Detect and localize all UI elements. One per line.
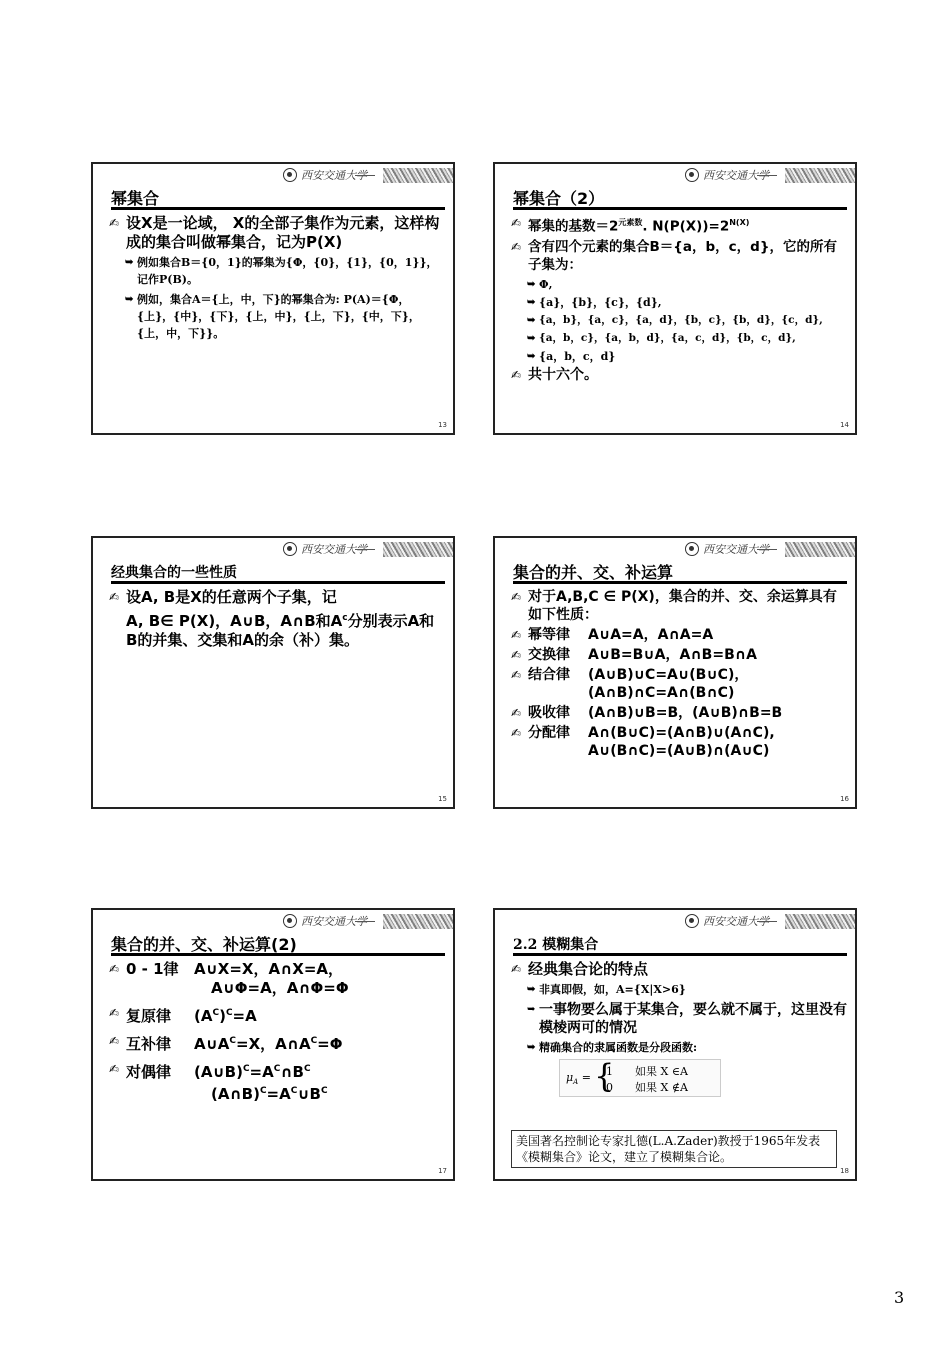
university-name: 西安交通大学 (301, 543, 367, 556)
bullet-pen-icon: ✍ (109, 1062, 120, 1076)
slide-title: 幂集合 (111, 189, 160, 208)
bullet-pen-icon: ✍ (511, 962, 522, 976)
law-row: ✍ 结合律 (A∪B)∪C=A∪(B∪C)， (A∩B)∩C=A∩(B∩C) (511, 667, 749, 701)
arrow-bullet-icon: ➥ (527, 296, 536, 308)
slide-title: 幂集合（2） (513, 189, 605, 208)
sub-bullet: ➥ 一事物要么属于某集合，要么就不属于，这里没有模棱两可的情况 (527, 1002, 847, 1036)
bullet-pen-icon: ✍ (511, 668, 522, 682)
title-rule (111, 953, 445, 956)
slide-title: 2.2 模糊集合 (513, 937, 599, 953)
arrow-bullet-icon: ➥ (527, 984, 536, 995)
bullet-pen-icon: ✍ (511, 706, 522, 720)
slide-15 (91, 536, 455, 809)
university-name: 西安交通大学 (301, 915, 367, 928)
title-rule (513, 207, 847, 210)
formula-brace: { (594, 1057, 615, 1095)
slide-title: 经典集合的一些性质 (111, 565, 237, 581)
bullet-continuation: A, B∈ P(X)，A∪B，A∩B和$A^c$分别表示A和B的并集、交集和A的余（补）集。 (126, 612, 435, 649)
title-rule (111, 581, 445, 584)
header-decoration-icon (383, 542, 453, 557)
slide-number: 17 (438, 1167, 447, 1175)
slide-16 (493, 536, 857, 809)
arrow-bullet-icon: ➥ (527, 1042, 536, 1053)
arrow-bullet-icon: ➥ (125, 294, 134, 305)
slide-number: 16 (840, 795, 849, 803)
law-row: ✍ 分配律 A∩(B∪C)=(A∩B)∪(A∩C), A∪(B∩C)=(A∪B)∩(A∪C) (511, 725, 775, 759)
bullet-pen-icon: ✍ (511, 726, 522, 740)
formula-case-2: 0 如果 X ∉A (606, 1081, 688, 1094)
membership-function-formula (559, 1059, 721, 1097)
law-row: ✍ 吸收律 (A∩B)∪B=B，(A∪B)∩B=B (511, 705, 783, 721)
bullet-pen-icon: ✍ (109, 1034, 120, 1048)
arrow-bullet-icon: ➥ (527, 278, 536, 290)
slide-header (283, 167, 455, 184)
bullet: ✍ 设A, B是X的任意两个子集，记 (109, 588, 337, 606)
sub-bullet: ➥ Φ, (527, 277, 553, 291)
sub-bullet: ➥ 非真即假，如，A={X|X>6} (527, 983, 686, 996)
bullet-pen-icon: ✍ (109, 1006, 120, 1020)
header-divider (757, 549, 777, 550)
header-decoration-icon (383, 914, 453, 929)
bullet: ✍ 共十六个。 (511, 366, 598, 383)
slide-14 (493, 162, 857, 435)
law-row: ✍ 0 - 1律 A∪X=X，A∩X=A， A∪Φ=A，A∩Φ=Φ (109, 960, 349, 997)
bullet: ✍ 设X是一论域， X的全部子集作为元素，这样构成的集合叫做幂集合，记为P(X) (109, 214, 440, 251)
bullet-pen-icon: ✍ (511, 648, 522, 662)
sub-bullet: ➥ {a，b，c}，{a，b，d}，{a，c，d}，{b，c，d}, (511, 330, 847, 347)
slide-header (283, 541, 455, 558)
university-emblem-icon (283, 542, 297, 556)
header-divider (757, 921, 777, 922)
slide-header (685, 541, 857, 558)
bullet: ✍ 对于A,B,C ∈ P(X)，集合的并、交、余运算具有如下性质： (511, 589, 837, 623)
header-decoration-icon (785, 542, 855, 557)
header-decoration-icon (785, 168, 855, 183)
university-emblem-icon (283, 168, 297, 182)
slide-13 (91, 162, 455, 435)
slide-header (685, 913, 857, 930)
law-row: ✍ 交换律 A∪B=B∪A，A∩B=B∩A (511, 647, 757, 663)
arrow-bullet-icon: ➥ (527, 1004, 536, 1015)
university-name: 西安交通大学 (703, 169, 769, 182)
bullet: ✍ 含有四个元素的集合B＝{a，b，c，d}，它的所有子集为： (511, 238, 837, 273)
note-box: 美国著名控制论专家扎德(L.A.Zader)教授于1965年发表《模糊集合》论文，建立了模糊集合论。 (511, 1130, 837, 1168)
title-rule (513, 953, 847, 956)
slide-17 (91, 908, 455, 1181)
law-row: ✍ 复原律 $(A^C)^C=A$ (109, 1006, 257, 1025)
header-divider (757, 175, 777, 176)
arrow-bullet-icon: ➥ (527, 314, 536, 326)
title-rule (111, 207, 445, 210)
law-row: ✍ 对偶律 $(A\cup B)^C=A^C\cap B^C$ $(A\cap B)^C=A^C\cup B^C$ (109, 1062, 328, 1103)
slide-number: 18 (840, 1167, 849, 1175)
header-divider (355, 549, 375, 550)
bullet-pen-icon: ✍ (109, 590, 120, 604)
university-emblem-icon (685, 914, 699, 928)
arrow-bullet-icon: ➥ (125, 257, 134, 268)
arrow-bullet-icon: ➥ (527, 332, 536, 344)
law-row: ✍ 幂等律 A∪A=A，A∩A=A (511, 627, 714, 643)
university-name: 西安交通大学 (703, 543, 769, 556)
slide-title: 集合的并、交、补运算 (513, 563, 674, 582)
slide-header (685, 167, 857, 184)
formula-mu: $\mu_A$ = (566, 1071, 591, 1087)
university-name: 西安交通大学 (703, 915, 769, 928)
bullet: ✍ 经典集合论的特点 (511, 960, 649, 978)
header-decoration-icon (383, 168, 453, 183)
sub-bullet: ➥ 例如，集合A＝{上，中，下}的幂集合为: P(A)＝{Φ，{上}，{中}，{下}，{上，中}，{上，下}，{中，下}，{上，中，下}}。 (125, 293, 420, 340)
arrow-bullet-icon: ➥ (527, 350, 536, 362)
law-row: ✍ 互补律 $A\cup A^C=X$，$A\cap A^C=\Phi$ (109, 1034, 343, 1053)
university-emblem-icon (283, 914, 297, 928)
university-emblem-icon (685, 168, 699, 182)
bullet-pen-icon: ✍ (511, 216, 522, 230)
bullet-pen-icon: ✍ (511, 239, 522, 254)
bullet: ✍ 幂集的基数$=2^{元素数}$. $N(P(X))=2^{N(X)}$ (511, 216, 750, 235)
slide-header (283, 913, 455, 930)
slide-number: 13 (438, 421, 447, 429)
slide-title: 集合的并、交、补运算(2) (111, 935, 297, 954)
sub-bullet: ➥ {a，b，c，d} (527, 349, 616, 363)
bullet-pen-icon: ✍ (109, 962, 120, 976)
header-divider (355, 921, 375, 922)
formula-case-1: 1 如果 X ∈A (606, 1065, 688, 1078)
university-name: 西安交通大学 (301, 169, 367, 182)
bullet-pen-icon: ✍ (109, 216, 120, 230)
bullet-pen-icon: ✍ (511, 628, 522, 642)
slide-number: 14 (840, 421, 849, 429)
university-emblem-icon (685, 542, 699, 556)
bullet-pen-icon: ✍ (511, 590, 522, 604)
header-divider (355, 175, 375, 176)
sub-bullet: ➥ 例如集合B＝{0，1}的幂集为{Φ，{0}，{1}，{0，1}}，记作P(B)。 (125, 256, 438, 286)
header-decoration-icon (785, 914, 855, 929)
slide-18 (493, 908, 857, 1181)
slide-number: 15 (438, 795, 447, 803)
sub-bullet: ➥ 精确集合的隶属函数是分段函数: (527, 1041, 698, 1054)
bullet-pen-icon: ✍ (511, 367, 522, 382)
sub-bullet: ➥ {a}，{b}，{c}，{d}, (527, 295, 662, 309)
title-rule (513, 581, 847, 584)
page-number: 3 (894, 1288, 905, 1307)
sub-bullet: ➥ {a，b}，{a，c}，{a，d}，{b，c}，{b，d}，{c，d}, (511, 312, 847, 329)
